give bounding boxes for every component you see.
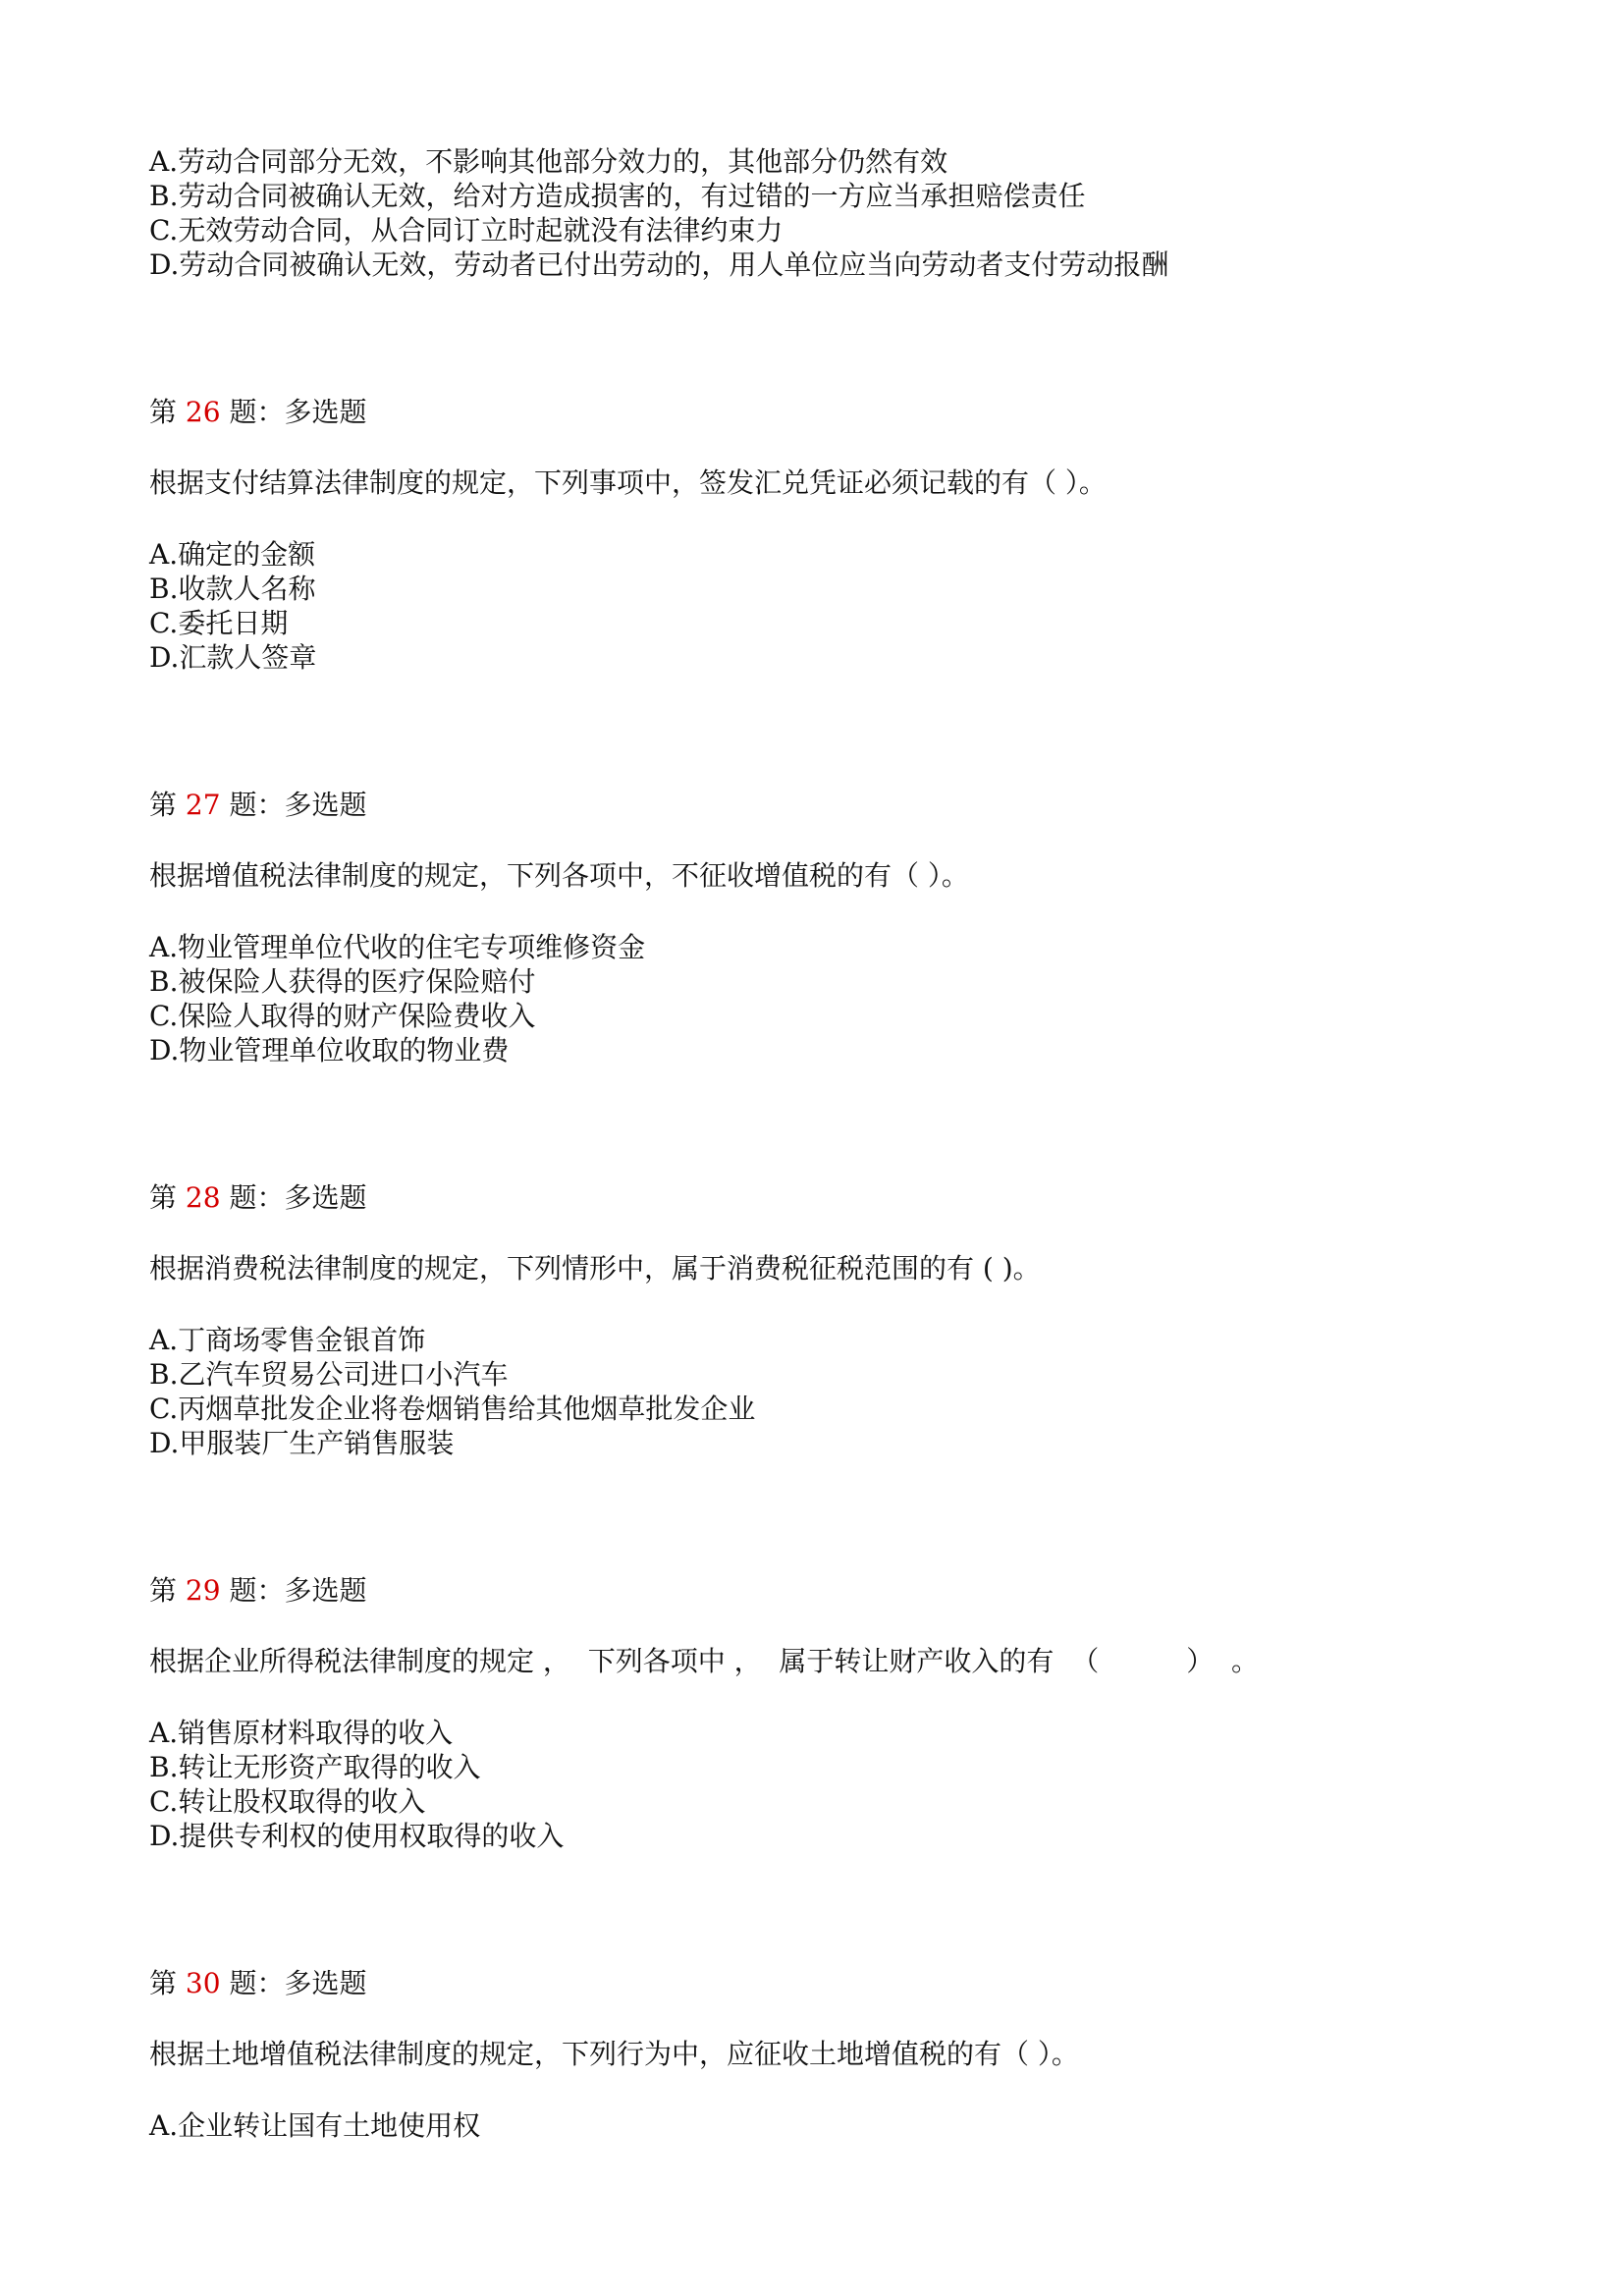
question-type: 题：多选题: [220, 1574, 367, 1607]
question-26-header: [149, 396, 366, 429]
question-type: 题：多选题: [220, 1967, 367, 1999]
question-type: 题：多选题: [220, 396, 367, 428]
question-28-option-b: B.乙汽车贸易公司进口小汽车: [149, 1358, 509, 1391]
question-type: 题：多选题: [220, 789, 367, 821]
question-prefix: 第: [149, 396, 186, 428]
question-26-option-a: A.确定的金额: [149, 538, 316, 571]
prev-option-a: A.劳动合同部分无效，不影响其他部分效力的，其他部分仍然有效: [149, 145, 948, 178]
question-number: 29: [185, 1574, 221, 1607]
question-29-option-c: C.转让股权取得的收入: [149, 1785, 426, 1818]
question-28-stem: 根据消费税法律制度的规定，下列情形中，属于消费税征税范围的有 ( )。: [149, 1252, 1041, 1285]
prev-option-b: B.劳动合同被确认无效，给对方造成损害的，有过错的一方应当承担赔偿责任: [149, 180, 1086, 212]
question-29-stem: 根据企业所得税法律制度的规定 ， 下列各项中 ， 属于转让财产收入的有 （ ） 。: [149, 1645, 1260, 1677]
question-27-option-c: C.保险人取得的财产保险费收入: [149, 1000, 536, 1032]
question-number: 30: [185, 1967, 221, 1999]
question-29-header: [149, 1574, 366, 1608]
prev-option-c: C.无效劳动合同，从合同订立时起就没有法律约束力: [149, 214, 784, 246]
question-28-option-d: D.甲服装厂生产销售服装: [149, 1427, 455, 1459]
question-28-header: [149, 1181, 366, 1215]
question-26-option-b: B.收款人名称: [149, 573, 316, 605]
question-27-option-d: D.物业管理单位收取的物业费: [149, 1034, 510, 1066]
question-prefix: 第: [149, 1574, 186, 1607]
question-26-option-c: C.委托日期: [149, 607, 289, 639]
question-26-option-d: D.汇款人签章: [149, 641, 317, 674]
question-29-option-a: A.销售原材料取得的收入: [149, 1717, 454, 1749]
question-28-option-c: C.丙烟草批发企业将卷烟销售给其他烟草批发企业: [149, 1393, 756, 1425]
question-number: 28: [185, 1181, 221, 1214]
question-26-stem: 根据支付结算法律制度的规定，下列事项中，签发汇兑凭证必须记载的有（ ）。: [149, 466, 1107, 499]
question-number: 27: [185, 789, 221, 821]
question-prefix: 第: [149, 1967, 186, 1999]
question-27-option-a: A.物业管理单位代收的住宅专项维修资金: [149, 931, 646, 963]
question-27-option-b: B.被保险人获得的医疗保险赔付: [149, 965, 536, 998]
question-27-stem: 根据增值税法律制度的规定，下列各项中，不征收增值税的有（ ）。: [149, 859, 969, 892]
question-28-option-a: A.丁商场零售金银首饰: [149, 1324, 426, 1356]
question-prefix: 第: [149, 789, 186, 821]
question-prefix: 第: [149, 1181, 186, 1214]
question-30-stem: 根据土地增值税法律制度的规定，下列行为中，应征收土地增值税的有（ ）。: [149, 2038, 1079, 2070]
question-type: 题：多选题: [220, 1181, 367, 1214]
question-30-option-a: A.企业转让国有土地使用权: [149, 2109, 481, 2142]
question-30-header: [149, 1967, 366, 2000]
question-number: 26: [185, 396, 221, 428]
question-29-option-d: D.提供专利权的使用权取得的收入: [149, 1820, 565, 1852]
question-29-option-b: B.转让无形资产取得的收入: [149, 1751, 481, 1783]
prev-option-d: D.劳动合同被确认无效，劳动者已付出劳动的，用人单位应当向劳动者支付劳动报酬: [149, 248, 1169, 281]
question-27-header: [149, 789, 366, 822]
